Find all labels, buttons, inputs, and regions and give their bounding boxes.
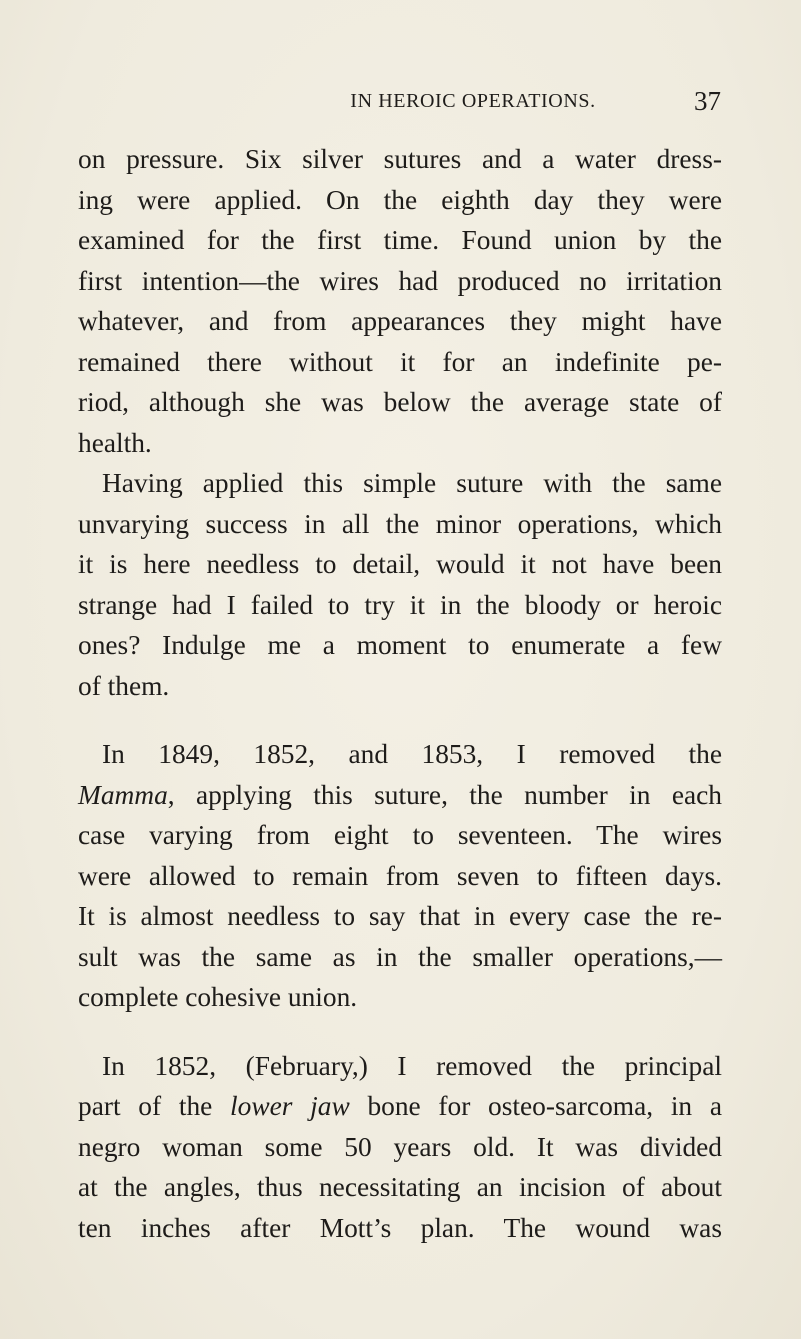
page-header bbox=[0, 86, 801, 120]
text-line: remained there without it for an indefinite pe- bbox=[78, 346, 722, 377]
paragraph-4 bbox=[78, 1046, 722, 1249]
body-text bbox=[78, 139, 722, 1248]
paragraph-gap bbox=[78, 1018, 722, 1046]
text-line: ing were applied. On the eighth day they were bbox=[78, 184, 722, 215]
text-line: health. bbox=[78, 427, 152, 458]
text-run: part of the bbox=[78, 1091, 231, 1121]
text-line: negro woman some 50 years old. It was divided bbox=[78, 1131, 722, 1162]
text-line: ones? Indulge me a moment to enumerate a few bbox=[78, 630, 722, 660]
paragraph-2 bbox=[78, 463, 722, 706]
text-line: examined for the first time. Found union by the bbox=[78, 225, 722, 255]
text-line: on pressure. Six silver sutures and a water dress- bbox=[78, 144, 722, 174]
text-line: In 1849, 1852, and 1853, I removed the bbox=[102, 739, 722, 769]
text-line: unvarying success in all the minor operations, which bbox=[78, 508, 722, 539]
text-line: were allowed to remain from seven to fifteen days. bbox=[78, 860, 722, 891]
text-line: it is here needless to detail, would it not have been bbox=[78, 549, 722, 579]
text-run: bone for osteo-sarcoma, in a bbox=[349, 1091, 722, 1121]
italic-term: lower jaw bbox=[230, 1091, 350, 1121]
text-line bbox=[78, 775, 722, 816]
text-run: , applying this suture, the number in each bbox=[167, 779, 722, 810]
text-line: riod, although she was below the average state of bbox=[78, 387, 722, 417]
text-line: of them. bbox=[78, 670, 170, 701]
text-line: strange had I failed to try it in the bloody or heroic bbox=[78, 589, 722, 620]
text-line: complete cohesive union. bbox=[78, 982, 358, 1012]
text-line: case varying from eight to seventeen. The wires bbox=[78, 820, 722, 850]
text-line: sult was the same as in the smaller operations,— bbox=[78, 941, 722, 972]
page-number: 37 bbox=[694, 86, 721, 116]
paragraph-3 bbox=[78, 734, 722, 1018]
text-line: at the angles, thus necessitating an incision of about bbox=[78, 1172, 722, 1202]
paragraph-1 bbox=[78, 139, 722, 463]
text-line: It is almost needless to say that in every case the re- bbox=[78, 901, 722, 931]
text-line: Having applied this simple suture with the same bbox=[102, 468, 722, 498]
text-line: ten inches after Mott’s plan. The wound was bbox=[78, 1212, 722, 1243]
running-title: IN HEROIC OPERATIONS. bbox=[350, 90, 596, 112]
text-line: first intention—the wires had produced no irritation bbox=[78, 265, 722, 296]
italic-term: Mamma bbox=[78, 779, 168, 810]
text-line bbox=[78, 1086, 722, 1127]
paragraph-gap bbox=[78, 706, 722, 734]
text-line: In 1852, (February,) I removed the principal bbox=[102, 1050, 722, 1081]
text-line: whatever, and from appearances they might have bbox=[78, 306, 722, 336]
